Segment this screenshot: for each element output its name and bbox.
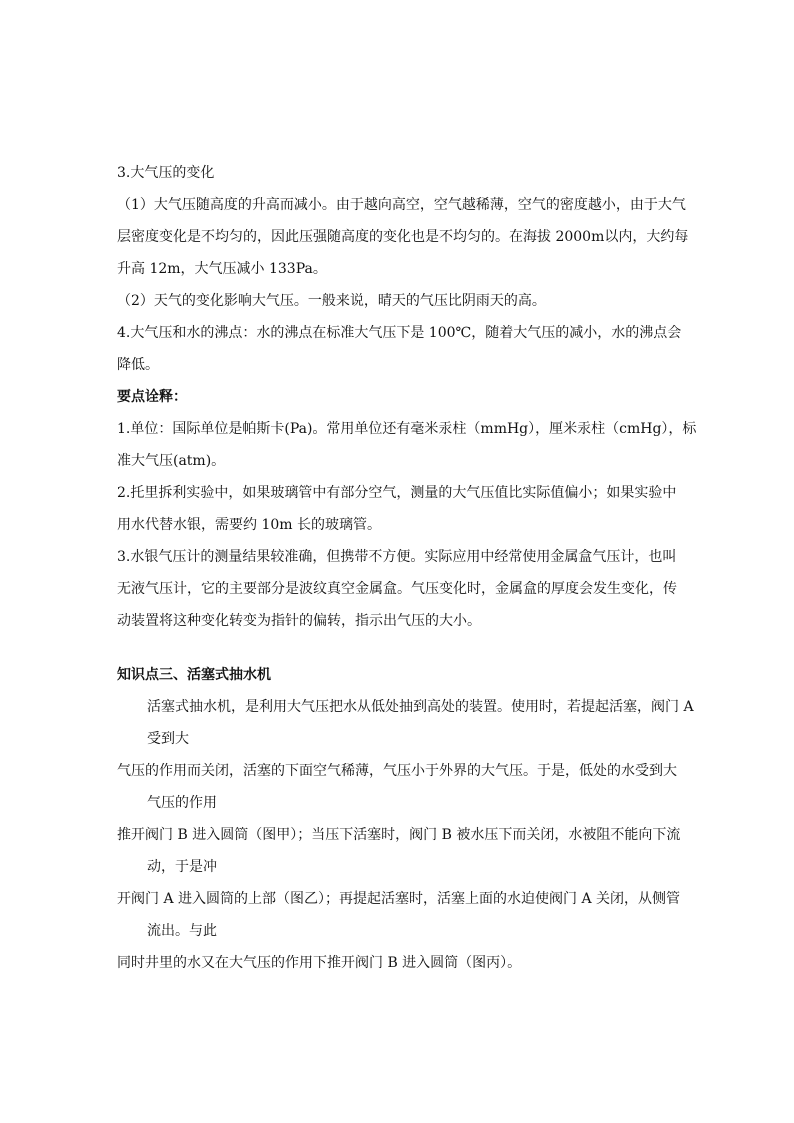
paragraph-line: 推开阀门 B 进入圆筒（图甲）；当压下活塞时，阀门 B 被水压下而关闭，水被阻不能向下流 xyxy=(117,827,681,843)
paragraph-line: 无液气压计，它的主要部分是波纹真空金属盒。气压变化时，金属盒的厚度会发生变化，传 xyxy=(117,581,677,597)
paragraph-line: 层密度变化是不均匀的，因此压强随高度的变化也是不均匀的。在海拔 2000m以内，大约每 xyxy=(117,229,689,245)
paragraph-line: 气压的作用而关闭，活塞的下面空气稀薄，气压小于外界的大气压。于是，低处的水受到大 xyxy=(117,763,677,779)
paragraph-line: 2.托里拆利实验中，如果玻璃管中有部分空气，测量的大气压值比实际值偏小；如果实验中 xyxy=(117,485,677,501)
paragraph-line: 受到大 xyxy=(147,731,189,747)
paragraph-line: 同时井里的水又在大气压的作用下推开阀门 B 进入圆筒（图丙）。 xyxy=(117,955,522,971)
paragraph-line: 降低。 xyxy=(117,357,159,373)
paragraph-line: 3.水银气压计的测量结果较准确，但携带不方便。实际应用中经常使用金属盒气压计，也叫 xyxy=(117,549,677,565)
paragraph-line: 流出。与此 xyxy=(147,923,217,939)
paragraph-line: 4.大气压和水的沸点：水的沸点在标准大气压下是 100℃，随着大气压的减小，水的沸点会 xyxy=(117,325,682,341)
paragraph-line: 动装置将这种变化转变为指针的偏转，指示出气压的大小。 xyxy=(117,613,481,629)
paragraph-line: 活塞式抽水机，是利用大气压把水从低处抽到高处的装置。使用时，若提起活塞，阀门 A xyxy=(147,699,694,715)
paragraph-line: （2）天气的变化影响大气压。一般来说，晴天的气压比阴雨天的高。 xyxy=(117,293,546,309)
paragraph-line: 动，于是冲 xyxy=(147,859,217,875)
paragraph-line: 气压的作用 xyxy=(147,795,217,811)
section-heading-pump: 知识点三、活塞式抽水机 xyxy=(117,667,271,683)
paragraph-line: 升高 12m，大气压减小 133Pa。 xyxy=(117,261,327,277)
paragraph-line: 开阀门 A 进入圆筒的上部（图乙）；再提起活塞时，活塞上面的水迫使阀门 A 关闭，从侧管 xyxy=(117,891,681,907)
section-heading-pressure-change: 3.大气压的变化 xyxy=(117,165,215,181)
paragraph-line: 用水代替水银，需要约 10m 长的玻璃管。 xyxy=(117,517,381,533)
paragraph-line: 1.单位：国际单位是帕斯卡(Pa)。常用单位还有毫米汞柱（mmHg），厘米汞柱（cmHg），标 xyxy=(117,421,697,437)
key-points-heading: 要点诠释： xyxy=(117,389,187,405)
paragraph-line: 准大气压(atm)。 xyxy=(117,453,226,469)
paragraph-line: （1）大气压随高度的升高而减小。由于越向高空，空气越稀薄，空气的密度越小，由于大气 xyxy=(117,197,686,213)
